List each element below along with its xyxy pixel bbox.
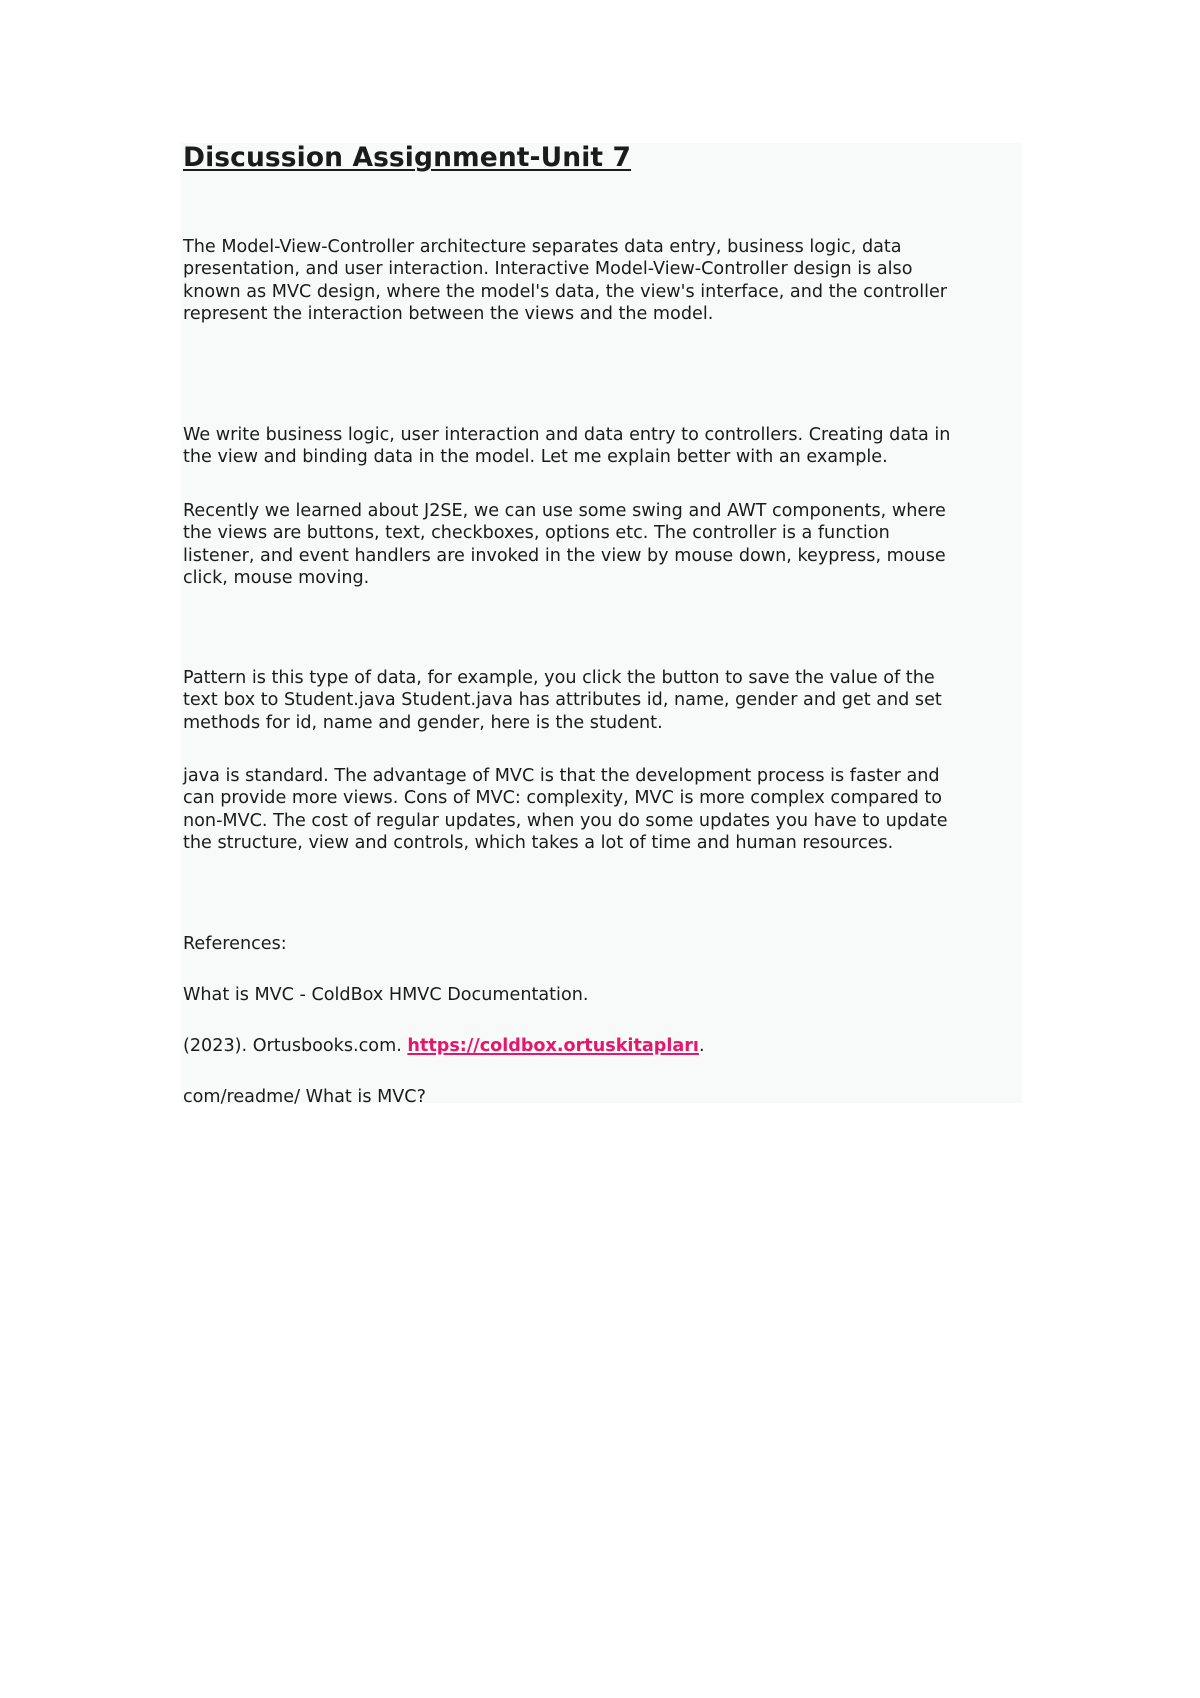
reference-link[interactable]: https://coldbox.ortuskitapları bbox=[407, 1036, 699, 1056]
paragraph-line: known as MVC design, where the model's data, the view's interface, and the controller bbox=[183, 281, 948, 302]
reference-entry-line-3: com/readme/ What is MVC? bbox=[183, 1087, 426, 1107]
paragraph-line: java is standard. The advantage of MVC is that the development process is faster and bbox=[183, 766, 940, 786]
reference-suffix: . bbox=[698, 1036, 705, 1056]
reference-prefix: (2023). Ortusbooks.com. bbox=[183, 1036, 408, 1056]
paragraph-line: listener, and event handlers are invoked in the view by mouse down, keypress, mouse bbox=[183, 545, 946, 566]
paragraph-line: can provide more views. Cons of MVC: complexity, MVC is more complex compared to bbox=[183, 788, 943, 809]
paragraph-line: click, mouse moving. bbox=[183, 568, 370, 589]
paragraph-line: the views are buttons, text, checkboxes, options etc. The controller is a function bbox=[183, 523, 890, 544]
paragraph-line: represent the interaction between the views and the model. bbox=[183, 304, 714, 325]
reference-entry-line-1: What is MVC - ColdBox HMVC Documentation. bbox=[183, 985, 589, 1005]
paragraph-line: Recently we learned about J2SE, we can use some swing and AWT components, where bbox=[183, 501, 946, 521]
paragraph-line: methods for id, name and gender, here is the student. bbox=[183, 712, 663, 733]
reference-entry-line-2 bbox=[183, 1035, 1028, 1057]
paragraph-line: Pattern is this type of data, for example, you click the button to save the value of the bbox=[183, 668, 935, 688]
references-heading: References: bbox=[183, 934, 287, 954]
paragraph-line: The Model-View-Controller architecture separates data entry, business logic, data bbox=[183, 237, 902, 257]
paragraph-line: text box to Student.java Student.java has attributes id, name, gender and get and set bbox=[183, 690, 942, 711]
paragraph-controllers bbox=[183, 424, 1028, 469]
paragraph-line: the view and binding data in the model. Let me explain better with an example. bbox=[183, 447, 888, 468]
paragraph-line: We write business logic, user interaction and data entry to controllers. Creating data in bbox=[183, 425, 951, 445]
document-title: Discussion Assignment-Unit 7 bbox=[183, 142, 632, 173]
paragraph-j2se-example bbox=[183, 500, 1028, 590]
paragraph-pattern bbox=[183, 667, 1028, 734]
paragraph-line: the structure, view and controls, which takes a lot of time and human resources. bbox=[183, 833, 894, 854]
paragraph-line: presentation, and user interaction. Interactive Model-View-Controller design is also bbox=[183, 259, 913, 280]
paragraph-mvc-intro bbox=[183, 236, 1028, 326]
paragraph-advantages bbox=[183, 765, 1028, 855]
paragraph-line: non-MVC. The cost of regular updates, when you do some updates you have to update bbox=[183, 810, 948, 831]
